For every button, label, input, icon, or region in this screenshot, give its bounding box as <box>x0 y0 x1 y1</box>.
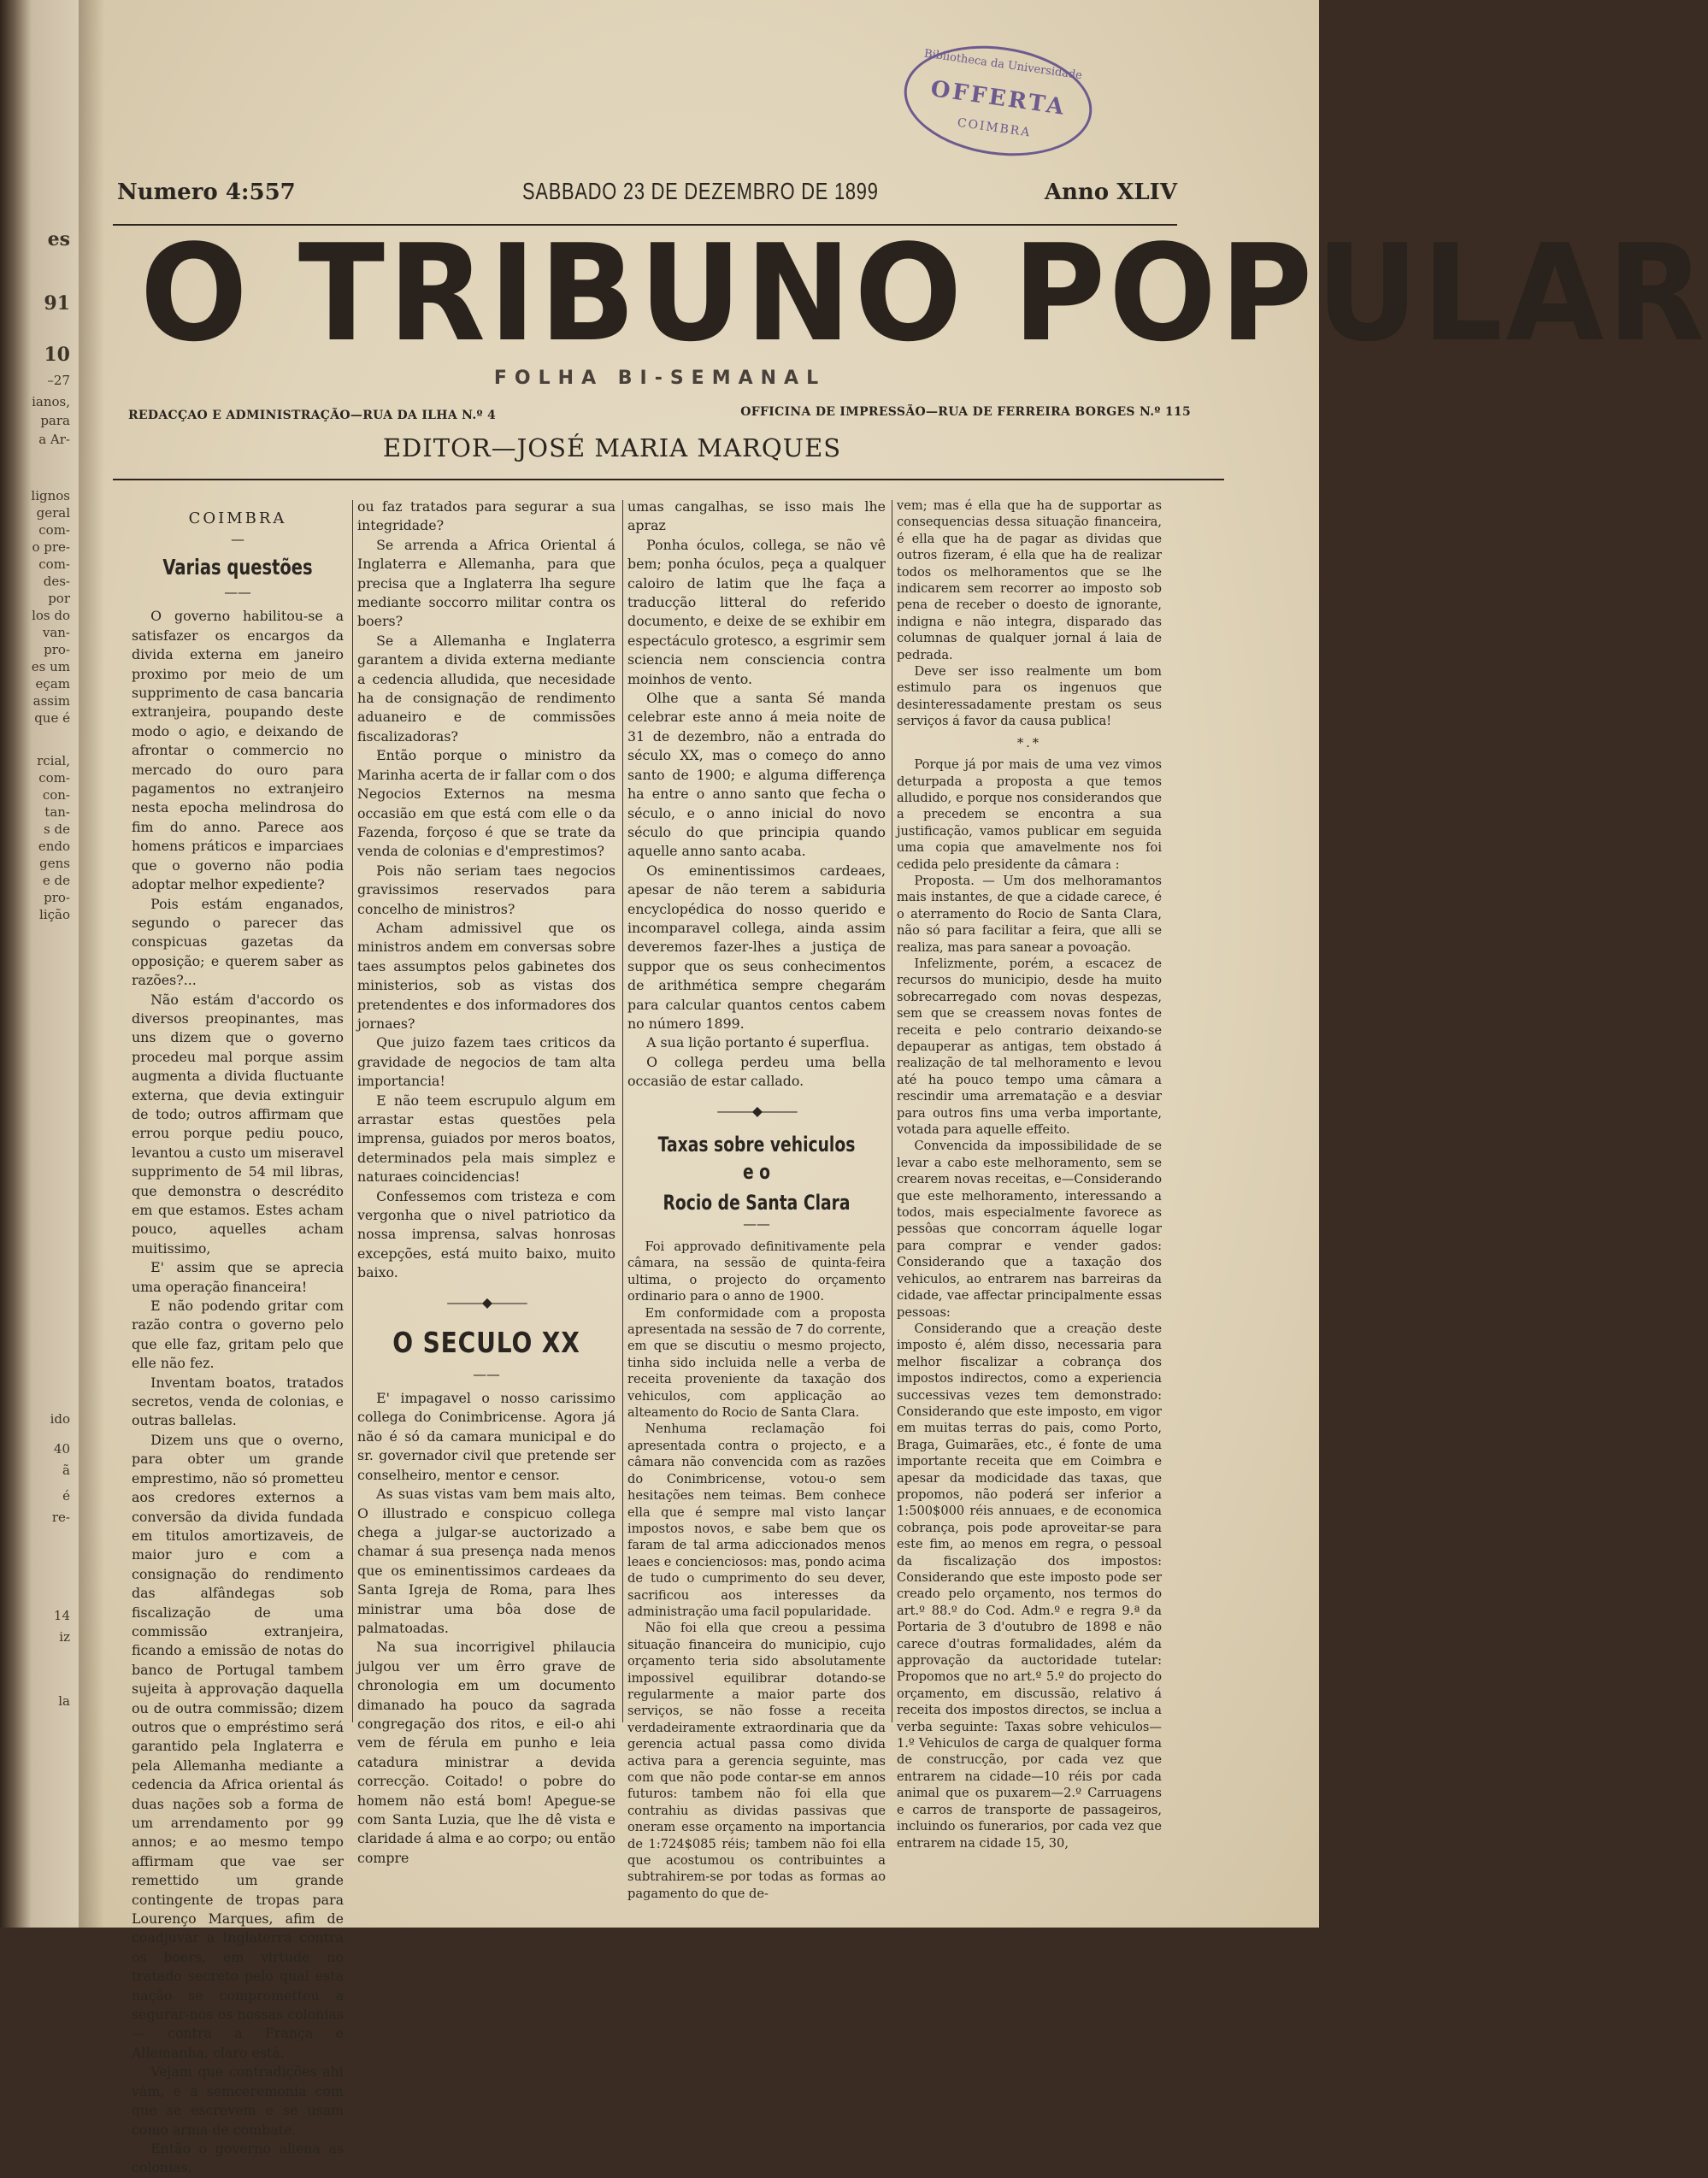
column-separator-2 <box>622 500 623 1722</box>
paragraph: Porque já por mais de uma vez vimos deturpada a proposta a que temos alludido, e porque nos considerandos que a precedem se encontra a sua justificação, vamos publicar em seguida uma copia que amavelmente nos foi cedida pelo presidente da câmara : <box>897 757 1162 872</box>
paragraph: ou faz tratados para segurar a sua integridade? <box>357 498 615 534</box>
stamp-ring-bottom: COIMBRA <box>956 115 1033 140</box>
adjacent-page-fragment: des- <box>43 574 70 589</box>
paragraph: Se arrenda a Africa Oriental á Inglaterra e Allemanha, para que precisa que a Inglaterra lha segure mediante soccorro militar contra os boers? <box>357 536 615 630</box>
column-2 <box>357 497 615 1899</box>
newspaper-title: O TRIBUNO POPULAR <box>139 215 1708 371</box>
adjacent-page-fragment: es <box>47 228 70 250</box>
adjacent-page-fragment: 10 <box>44 344 70 366</box>
adjacent-page-fragment: iz <box>59 1629 70 1645</box>
ornament-divider: ———◆——— <box>716 1102 797 1119</box>
headline-varias-questoes: Varias questões <box>162 555 313 580</box>
headline-dash: —— <box>473 1366 500 1383</box>
adjacent-page-fragment: que é <box>34 710 70 726</box>
masthead-top-row <box>117 178 1177 212</box>
paragraph: Pois estám enganados, segundo o parecer das conspicuas gazetas da opposição; e querem saber as razões?... <box>132 895 344 989</box>
paragraph: Se a Allemanha e Inglaterra garantem a divida externa mediante a cedencia alludida, que necesidade ha de consignação de rendimento aduaneiro e de commissões fiscalizadoras? <box>357 632 615 745</box>
column-4 <box>897 497 1162 1899</box>
asterism-divider: *.* <box>1016 735 1042 751</box>
stamp-ring-top: Bibliotheca da Universidade <box>923 47 1083 83</box>
paragraph: vem; mas é ella que ha de supportar as consequencias dessa situação financeira, é ella que ha de pagar as dividas que outros fizeram, é ella que ha de realizar todos os melhoramentos que se lhe indicarem sem recorrer ao imposto sob pena de receber o doesto de ignorante, indigna e não integra, disparado das columnas de qualquer jornal á laia de pedrada. <box>897 498 1162 662</box>
adjacent-page-fragment: a Ar- <box>38 432 70 447</box>
paragraph: Que juizo fazem taes criticos da gravidade de negocios de tam alta importancia! <box>357 1034 615 1090</box>
adjacent-page-fragment: e de <box>42 873 70 888</box>
adjacent-page-fragment: con- <box>42 787 70 803</box>
section-dash: — <box>231 531 244 548</box>
paragraph: Inventam boatos, tratados secretos, venda de colonias, e outras ballelas. <box>132 1374 344 1429</box>
adjacent-page-fragment: eçam <box>35 676 70 692</box>
ornament-divider: ———◆——— <box>446 1293 527 1310</box>
paragraph: Pois não seriam taes negocios gravissimos reservados para concelho de ministros? <box>357 862 615 917</box>
paragraph: Vejam que contradições ahi vám, e a semceremonia com que se escrevem e se usam como arma de combate. <box>132 2063 344 2138</box>
adjacent-page-fragment: lignos <box>31 488 70 503</box>
article-varias-questoes-continued <box>357 497 615 1283</box>
newspaper-page <box>79 0 1708 2176</box>
adjacent-page-fragment: ido <box>50 1411 70 1427</box>
paragraph: Em conformidade com a proposta apresentada na sessão de 7 do corrente, em que se discutiu o mesmo projecto, tinha sido incluida nelle a verba de receita proveniente da taxação dos vehiculos, com applicação ao alteamento do Rocio de Santa Clara. <box>627 1305 886 1421</box>
adjacent-page-fragment: endo <box>38 839 70 854</box>
adjacent-page-fragment: por <box>48 591 70 606</box>
adjacent-page-fragment: ianos, <box>32 394 70 409</box>
paragraph: Nenhuma reclamação foi apresentada contra o projecto, e a câmara não convencida com as razões do Conimbricense, votou-o sem hesitações nem teimas. Bem conhece ella que é sempre mal visto lançar impostos novos, e sabe bem que os faram de tal arma adiccionados menos leaes e concienciosos: mas, pondo acima de tudo o cumprimento do seu dever, sacrificou aos interesses da administração uma facil popularidade. <box>627 1422 886 1619</box>
paragraph: E não podendo gritar com razão contra o governo pelo que elle faz, gritam pelo que elle não fez. <box>132 1298 344 1372</box>
article-seculo-xx-continued <box>627 497 886 1092</box>
paragraph: Confessemos com tristeza e com vergonha que o nivel patriotico da nossa imprensa, salvas honrosas excepções, está muito baixo, muito baixo. <box>357 1187 615 1281</box>
paragraph: Acham admissivel que os ministros andem em conversas sobre taes assumptos pelos gabinetes dos ministerios, sob as vistas dos pretendentes e dos informadores dos jornaes? <box>357 919 615 1032</box>
section-coimbra: COIMBRA <box>188 509 287 527</box>
column-3 <box>627 497 886 1899</box>
paragraph: E' assim que se aprecia uma operação financeira! <box>132 1259 344 1295</box>
library-stamp <box>897 34 1098 168</box>
adjacent-page-fragment: la <box>58 1693 70 1709</box>
column-separator-1 <box>352 500 353 1722</box>
paragraph: Olhe que a santa Sé manda celebrar este anno á meia noite de 31 de dezembro, não a entrada do século XX, mas o começo do anno santo de 1900; e alguma differença ha entre o anno santo que fecha o século, e o anno inicial do novo século do que principia quando aquelle anno santo acaba. <box>627 690 886 860</box>
paragraph: umas cangalhas, se isso mais lhe apraz <box>627 498 886 534</box>
adjacent-page-fragment: com- <box>38 556 70 572</box>
adjacent-page-fragment: re- <box>51 1510 70 1525</box>
paragraph: Deve ser isso realmente um bom estimulo para os ingenuos que desinteressadamente prestam os seus serviços á favor da causa publica! <box>897 664 1162 729</box>
adjacent-page-fragment: com- <box>38 522 70 538</box>
adjacent-page-fragment: ã <box>62 1463 70 1478</box>
adjacent-page-fragment: gens <box>39 856 70 871</box>
article-seculo-xx <box>357 1389 615 1868</box>
paragraph: Proposta. — Um dos melhoramantos mais instantes, de que a cidade carece, é o aterramento do Rocio de Santa Clara, não só para facilitar a feira, que alli se realiza, mas para sanear a povoação. <box>897 873 1162 955</box>
paragraph: Dizem uns que o overno, para obter um grande emprestimo, não só prometteu aos credores externos a conversão da divida fundada em titulos amortizaveis, de maior juro e com a consignação do rendimento das alfândegas sob fiscalização de uma commissão extranjeira, ficando a emissão de notas do banco de Portugal tambem sujeita à approvação daquella ou de outra commissão; dizem outros que o empréstimo será garantido pela Inglaterra e pela Allemanha mediante a cedencia da Africa oriental ás duas nações sob a forma de um arrendamento por 99 annos; e ao mesmo tempo affirmam que vae ser remettido um grande contingente de tropas para Lourenço Marques, afim de coadjuvar a Inglaterra contra os boers, em virtude no tratado secreto pelo qual esta nação se comprometteu a segurar-nos os nossas colonias— contra a França e Allemanha, claro está. <box>132 1431 344 2061</box>
adjacent-page-fragment: s de <box>44 821 70 837</box>
adjacent-page-fragment: para <box>40 413 70 428</box>
newspaper-subtitle: FOLHA BI-SEMANAL <box>493 368 827 389</box>
paragraph: O governo habilitou-se a satisfazer os encargos da divida externa em janeiro proximo por meio de um supprimento de casa bancaria extranjeira, poupando deste modo o agio, e deixando de afrontar o commercio no mercado do ouro para pagamentos no extranjeiro nesta epocha melindrosa do fim do anno. Parece aos homens práticos e imparciaes que o governo não podia adoptar melhor expediente? <box>132 608 344 893</box>
adjacent-page-fragment: es um <box>31 659 70 674</box>
paragraph: Os eminentissimos cardeaes, apesar de não terem a sabiduria encyclopédica do nosso querido e incomparavel collega, ainda assim deveremos fazer-lhes a justiça de suppor que os seus conhecimentos de arithmética sempre chegarám para calcular quantos centos cabem no número 1899. <box>627 862 886 1032</box>
paragraph: O collega perdeu uma bella occasião de estar callado. <box>627 1053 886 1090</box>
paragraph: A sua lição portanto é superflua. <box>646 1034 869 1051</box>
headline-dash: —— <box>224 584 251 601</box>
address-redaccao: REDACÇAO E ADMINISTRAÇÃO—RUA DA ILHA N.º 4 <box>128 409 497 422</box>
adjacent-page-fragment: 40 <box>53 1441 70 1457</box>
paragraph: E não teem escrupulo algum em arrastar estas questões pela imprensa, guiados por meros boatos, determinados pela mais simplez e naturaes coincidencias! <box>357 1092 615 1186</box>
paragraph: Convencida da impossibilidade de se levar a cabo este melhoramento, sem se crearem novas receitas, e—Considerando que este melhoramento, interessando a todos, mais especialmente favorece as pessôas que concorram áquelle logar para comprar e vender gados: Considerando que a taxação dos vehiculos, ao entrarem nas barreiras da cidade, vae affectar principalmente essas pessoas: <box>897 1139 1162 1320</box>
paragraph: E' impagavel o nosso carissimo collega do Conimbricense. Agora já não é só da camara municipal e do sr. governador civil que pretende ser conselheiro, mentor e censor. <box>357 1390 615 1483</box>
adjacent-page-fragment: 14 <box>53 1608 70 1623</box>
address-officina: OFFICINA DE IMPRESSÃO—RUA DE FERREIRA BORGES N.º 115 <box>740 405 1191 419</box>
stamp-offerta: OFFERTA <box>928 76 1069 121</box>
paragraph: Considerando que a creação deste imposto é, além disso, necessaria para melhor fiscalizar a cobrança dos impostos indirectos, como a experiencia successivas vezes tem demonstrado: Considerando que este imposto, em vigor em muitas terras do pais, como Porto, Braga, Guimarães, etc., é fonte de uma importante receita que em Coimbra e apesar da modicidade das taxas, que propomos, não poderá ser inferior a 1:500$000 réis annuaes, e de economica cobrança, pois pode aproveitar-se para este fim, ao menos em regra, o pessoal da fiscalização dos impostos: Considerando que este imposto pode ser creado pelo orçamento, nos termos do art.º 88.º do Cod. Adm.º e regra 9.ª da Portaria de 3 d'outubro de 1898 e não carece d'outras formalidades, além da approvação da auctoridade tutelar: Propomos que no art.º 5.º do projecto do orçamento, em discussão, relativo á receita dos impostos directos, se inclua a verba seguinte: Taxas sobre vehiculos— 1.º Vehiculos de carga de qualquer forma de construcção, por cada vez que entrarem na cidade—10 réis por cada animal que os puxarem—2.º Carruagens e carros de transporte de passageiros, incluindo os funerarios, por cada vez que entrarem na cidade 15, 30, <box>897 1321 1162 1851</box>
paragraph: Não estám d'accordo os diversos preopinantes, mas uns dizem que o governo procedeu mal porque assim augmenta a divida fluctuante externa, que devia extinguir de todo; outros affirmam que errou porque pediu pouco, levantou a custo um miseravel supprimento de 54 mil libras, que demonstra o descrédito em que estamos. Estes acham pouco, aquelles acham muitissimo, <box>132 991 344 1257</box>
article-taxas-vehiculos <box>627 1239 886 1902</box>
headline-seculo-xx: O SECULO XX <box>392 1326 580 1360</box>
adjacent-page-fragment: rcial, <box>37 753 70 768</box>
paragraph: Infelizmente, porém, a escacez de recursos do municipio, desde ha muito sobrecarregado com novas despezas, sem que se creassem novas fontes de receita e pelo contrario deixando-se depauperar as antigas, tem obstado á realização de tal melhoramento e levou até ha pouco tempo uma câmara a rescindir uma arrematação e a desviar para outros fins uma verba importante, votada para aquelle effeito. <box>897 956 1162 1138</box>
adjacent-page-fragment: los do <box>32 608 70 623</box>
adjacent-page-fragment: assim <box>32 693 70 709</box>
paragraph: Foi approvado definitivamente pela câmara, na sessão de quinta-feira ultima, o projecto do orçamento ordinario para o anno de 1900. <box>627 1239 886 1304</box>
adjacent-page-fragment: o pre- <box>32 539 70 555</box>
paragraph: Na sua incorrigivel philaucia julgou ver um êrro grave de chronologia em um documento dimanado ha pouco da sagrada congregação dos ritos, e eil-o ahi vem de férula em punho e leia catadura ministrar a devida correcção. Coitado! o pobre do homem não está bom! Apegue-se com Santa Luzia, que lhe dê vista e claridade á alma e ao corpo; ou então compre <box>357 1639 615 1866</box>
adjacent-page-fragment: –27 <box>47 373 70 388</box>
headline-taxas-line-1: Taxas sobre vehiculos e o <box>657 1133 856 1184</box>
masthead-rule-bottom <box>113 479 1224 480</box>
adjacent-page-strip <box>0 0 79 1928</box>
headline-dash: —— <box>743 1216 770 1232</box>
adjacent-page-fragment: 91 <box>44 292 70 315</box>
adjacent-page-fragment: geral <box>36 505 70 521</box>
adjacent-page-fragment: tan- <box>44 804 70 820</box>
issue-year: Anno XLIV <box>1044 180 1177 205</box>
adjacent-page-fragment: é <box>62 1488 70 1504</box>
paragraph: Então o governo aliena as colonias, <box>132 2140 344 2176</box>
paragraph: Ponha óculos, collega, se não vê bem; ponha óculos, peça a qualquer caloiro de latim que lhe faça a traducção litteral do referido documento, e deixe de se exhibir em espectáculo grotesco, a esgrimir sem sciencia nem consciencia contra moinhos de vento. <box>627 536 886 687</box>
adjacent-page-fragment: pro- <box>44 890 70 905</box>
adjacent-page-fragment: pro- <box>44 642 70 657</box>
adjacent-page-fragment: lição <box>39 907 70 922</box>
column-1 <box>132 497 344 2176</box>
paragraph: Não foi ella que creou a pessima situação financeira do municipio, cujo orçamento teria sido absolutamente impossivel equilibrar dotando-se regularmente a maior parte dos serviços, se não fosse a receita verdadeiramente extraordinaria que da gerencia actual passa como divida activa para a gerencia seguinte, mas com que não pode contar-se em annos futuros: tambem não foi ella que contrahiu as dividas passivas que oneram esse orçamento na importancia de 1:724$085 réis; tambem não foi ella que acostumou os contribuintes a subtrahirem-se por todas as formas ao pagamento do que de- <box>627 1621 886 1901</box>
issue-number: Numero 4:557 <box>117 180 296 205</box>
issue-date: SABBADO 23 DE DEZEMBRO DE 1899 <box>522 178 879 204</box>
paragraph: As suas vistas vam bem mais alto, O illustrado e conspicuo collega chega a julgar-se auctorizado a chamar á sua presença nada menos que os eminentissimos cardeaes da Santa Igreja de Roma, para lhes ministrar uma bôa dose de palmatoadas. <box>357 1486 615 1636</box>
headline-taxas-line-2: Rocio de Santa Clara <box>663 1191 851 1215</box>
paragraph: Então porque o ministro da Marinha acerta de ir fallar com o dos Negocios Externos na mesma occasião em que está com elle o da Fazenda, forçoso é que se trate da venda de colonias e d'emprestimos? <box>357 747 615 860</box>
article-varias-questoes <box>132 607 344 2177</box>
editor-line: EDITOR—JOSÉ MARIA MARQUES <box>382 433 842 462</box>
adjacent-page-fragment: com- <box>38 770 70 786</box>
adjacent-page-fragment: van- <box>42 625 70 640</box>
